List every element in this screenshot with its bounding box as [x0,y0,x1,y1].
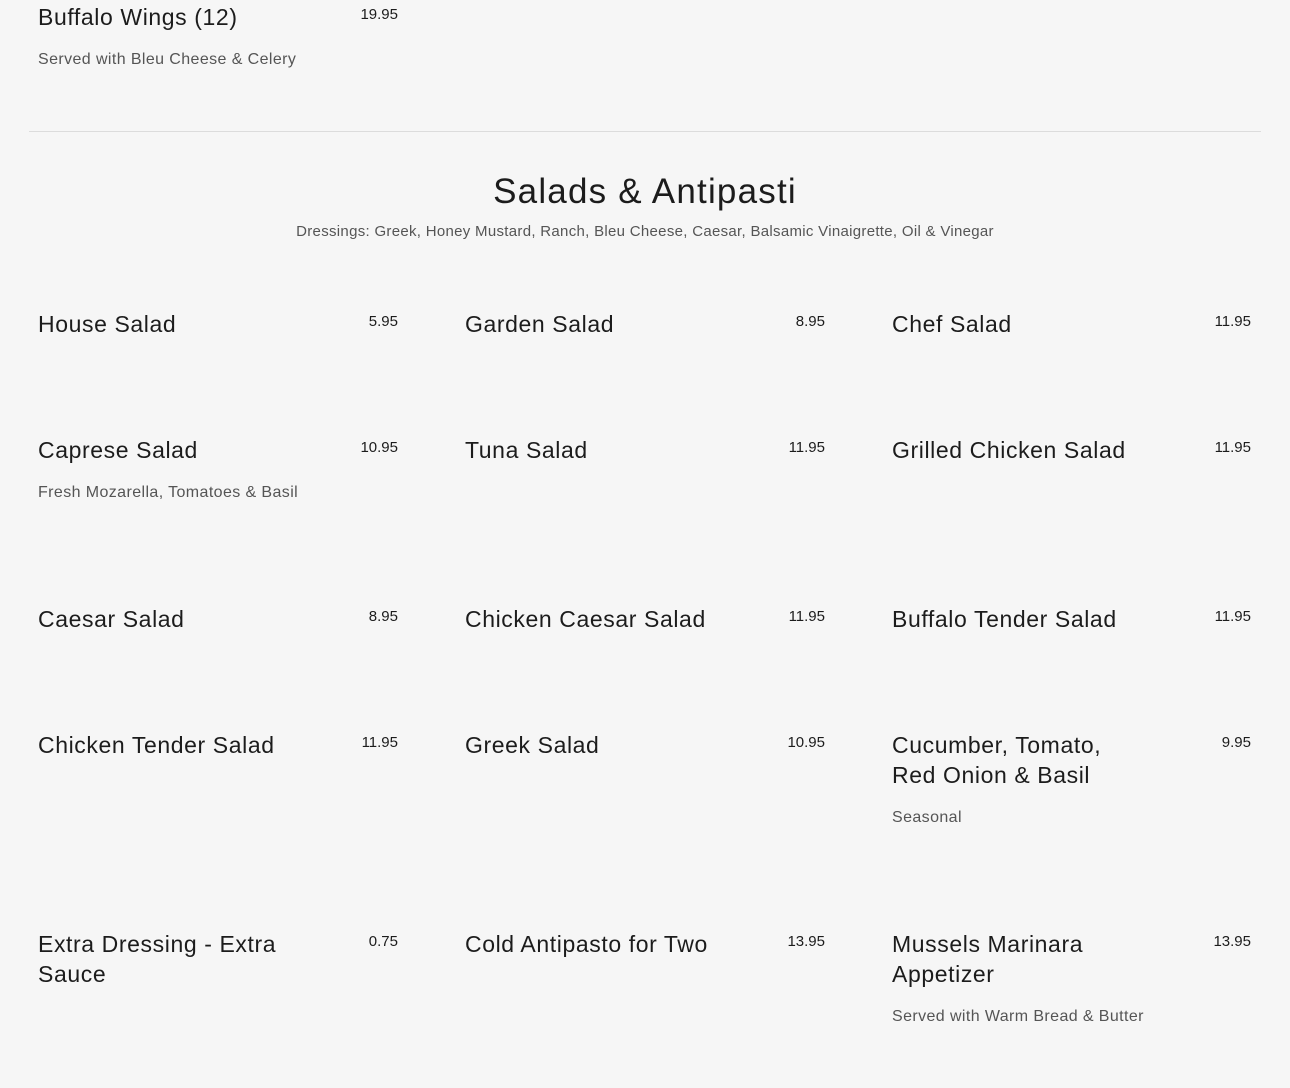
menu-item-description: Fresh Mozarella, Tomatoes & Basil [38,484,299,501]
menu-item-price: 8.95 [795,313,825,330]
menu-item-buffalo-wings [38,2,398,82]
menu-item-name: Chicken Caesar Salad [465,606,706,632]
menu-item-name: Cold Antipasto for Two [465,931,708,957]
menu-item-cucumber-tomato [892,730,1251,840]
menu-item-name: House Salad [38,311,177,337]
menu-item-garden-salad [465,309,825,349]
menu-item-price: 10.95 [360,439,398,456]
menu-item-name: Buffalo Tender Salad [892,606,1117,632]
menu-item-price: 19.95 [360,6,398,23]
menu-item-name: Extra Dressing - Extra Sauce [38,931,277,987]
menu-item-name: Chef Salad [892,311,1012,337]
menu-item-chicken-caesar-salad [465,604,825,644]
menu-item-name: Buffalo Wings (12) [38,4,238,30]
menu-item-price: 11.95 [1214,313,1251,330]
menu-item-name: Greek Salad [465,732,600,758]
menu-item-price: 11.95 [361,734,398,751]
section-title: Salads & Antipasti [493,172,797,211]
menu-item-price: 11.95 [788,439,825,456]
menu-item-name: Grilled Chicken Salad [892,437,1126,463]
menu-item-cold-antipasto [465,929,825,969]
menu-item-name: Chicken Tender Salad [38,732,275,758]
menu-item-description: Served with Bleu Cheese & Celery [38,51,297,68]
menu-item-price: 0.75 [368,933,398,950]
menu-item-name: Mussels Marinara Appetizer [892,931,1084,987]
menu-item-price: 9.95 [1221,734,1251,751]
menu-item-price: 8.95 [368,608,398,625]
menu-item-name: Caprese Salad [38,437,198,463]
menu-item-name: Caesar Salad [38,606,185,632]
menu-item-price: 13.95 [787,933,825,950]
menu-item-name: Tuna Salad [465,437,588,463]
section-divider [29,131,1261,132]
menu-item-price: 13.95 [1213,933,1251,950]
menu-item-price: 11.95 [1214,439,1251,456]
menu-item-house-salad [38,309,398,349]
menu-item-grilled-chicken-salad [892,435,1251,475]
menu-item-caprese-salad [38,435,398,515]
section-subtitle: Dressings: Greek, Honey Mustard, Ranch, Bleu Cheese, Caesar, Balsamic Vinaigrette, Oil & Vinegar [296,223,994,240]
menu-item-description: Seasonal [892,809,962,826]
menu-item-buffalo-tender-salad [892,604,1251,644]
menu-item-greek-salad [465,730,825,770]
menu-item-caesar-salad [38,604,398,644]
menu-item-mussels-marinara [892,929,1251,1039]
menu-item-chicken-tender-salad [38,730,398,770]
menu-item-price: 5.95 [368,313,398,330]
menu-item-price: 11.95 [788,608,825,625]
menu-item-chef-salad [892,309,1251,349]
menu-item-tuna-salad [465,435,825,475]
menu-item-name: Cucumber, Tomato, Red Onion & Basil [892,732,1102,788]
menu-item-price: 11.95 [1214,608,1251,625]
menu-item-name: Garden Salad [465,311,615,337]
menu-item-description: Served with Warm Bread & Butter [892,1008,1144,1025]
menu-item-extra-dressing [38,929,398,999]
menu-item-price: 10.95 [787,734,825,751]
